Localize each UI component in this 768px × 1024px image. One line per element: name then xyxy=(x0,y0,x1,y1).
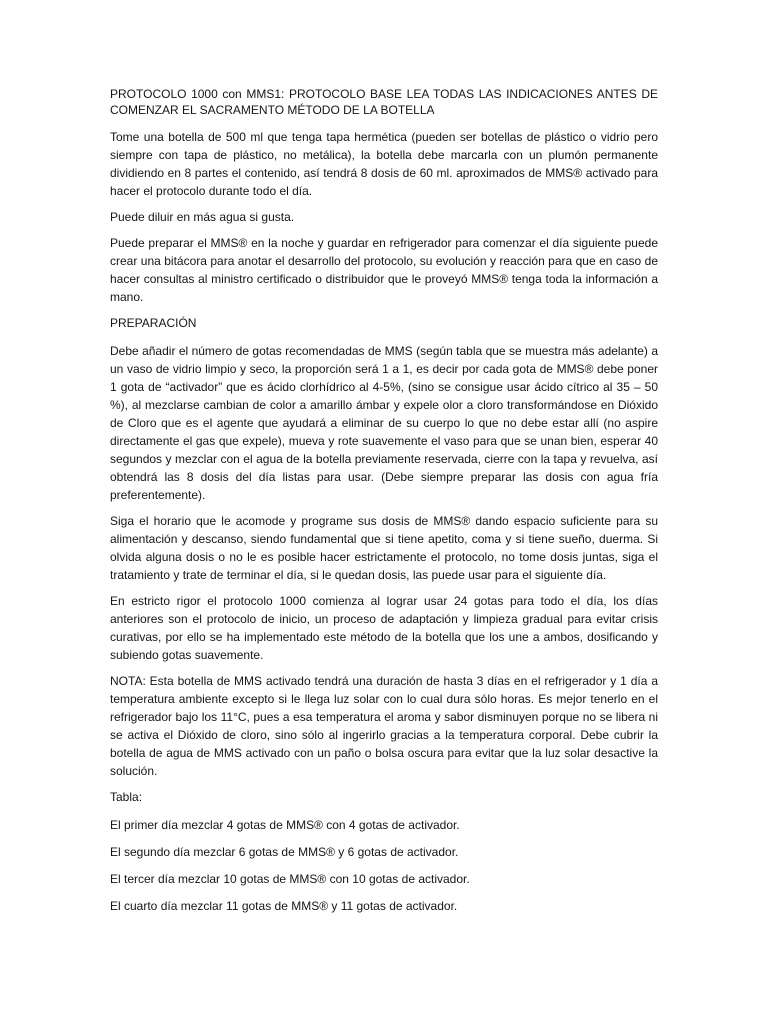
table-item-day-3: El tercer día mezclar 10 gotas de MMS® con 10 gotas de activador. xyxy=(110,872,470,886)
document-title: PROTOCOLO 1000 con MMS1: PROTOCOLO BASE LEA TODAS LAS INDICACIONES ANTES DE COMENZAR EL SACRAMENTO MÉTODO DE LA BOTELLA xyxy=(110,87,658,117)
document-body xyxy=(110,86,658,924)
table-item-day-4: El cuarto día mezclar 11 gotas de MMS® y 11 gotas de activador. xyxy=(110,899,458,913)
section-heading-preparacion: PREPARACIÓN xyxy=(110,316,197,330)
table-item-day-1: El primer día mezclar 4 gotas de MMS® con 4 gotas de activador. xyxy=(110,818,460,832)
table-item-day-2: El segundo día mezclar 6 gotas de MMS® y 6 gotas de activador. xyxy=(110,845,459,859)
paragraph-preparation: Debe añadir el número de gotas recomendadas de MMS (según tabla que se muestra más adelante) a un vaso de vidrio limpio y seco, la proporción será 1 a 1, es decir por cada gota de MMS® debe poner 1 gota de “activador” que es ácido clorhídrico al 4-5%, (sino se consigue usar ácido cítrico al 35 – 50 %), al mezclarse cambian de color a amarillo ámbar y expele olor a cloro transformándose en Dióxido de Cloro que es el agente que ayudará a eliminar de su cuerpo lo que no debe estar allí (no aspire directamente el gas que expele), mueva y rote suavemente el vaso para que se unan bien, esperar 40 segundos y mezclar con el agua de la botella previamente reservada, cierre con la tapa y revuelva, así obtendrá las 8 dosis del día listas para usar. (Debe siempre preparar las dosis con agua fría preferentemente). xyxy=(110,344,658,502)
paragraph-schedule: Siga el horario que le acomode y programe sus dosis de MMS® dando espacio suficiente para su alimentación y descanso, siendo fundamental que si tiene apetito, coma y si tiene sueño, duerma. Si olvida alguna dosis o no le es posible hacer estrictamente el protocolo, no tome dosis juntas, siga el tratamiento y trate de terminar el día, si le quedan dosis, las puede usar para el siguiente día. xyxy=(110,514,658,582)
paragraph-protocol-1000: En estricto rigor el protocolo 1000 comienza al lograr usar 24 gotas para todo el día, los días anteriores son el protocolo de inicio, un proceso de adaptación y limpieza gradual para evitar crisis curativas, por ello se ha implementado este método de la botella que los une a ambos, dosificando y subiendo gotas suavemente. xyxy=(110,594,658,662)
paragraph-prepare-night: Puede preparar el MMS® en la noche y guardar en refrigerador para comenzar el día siguiente puede crear una bitácora para anotar el desarrollo del protocolo, su evolución y reacción para que en caso de hacer consultas al ministro certificado o distribuidor que le proveyó MMS® tenga toda la información a mano. xyxy=(110,236,658,304)
paragraph-note: NOTA: Esta botella de MMS activado tendrá una duración de hasta 3 días en el refrigerador y 1 día a temperatura ambiente excepto si le llega luz solar con lo cual dura sólo horas. Es mejor tenerlo en el refrigerador bajo los 11°C, pues a esa temperatura el aroma y sabor disminuyen porque no se libera ni se activa el Dióxido de cloro, sino sólo al ingerirlo gracias a la temperatura corporal. Debe cubrir la botella de agua de MMS activado con un paño o bolsa oscura para evitar que la luz solar desactive la solución. xyxy=(110,674,658,778)
table-label: Tabla: xyxy=(110,790,143,804)
paragraph-dilute: Puede diluir en más agua si gusta. xyxy=(110,210,295,224)
paragraph-bottle: Tome una botella de 500 ml que tenga tapa hermética (pueden ser botellas de plástico o vidrio pero siempre con tapa de plástico, no metálica), la botella debe marcarla con un plumón permanente dividiendo en 8 partes el contenido, así tendrá 8 dosis de 60 ml. aproximados de MMS® activado para hacer el protocolo durante todo el día. xyxy=(110,130,658,198)
